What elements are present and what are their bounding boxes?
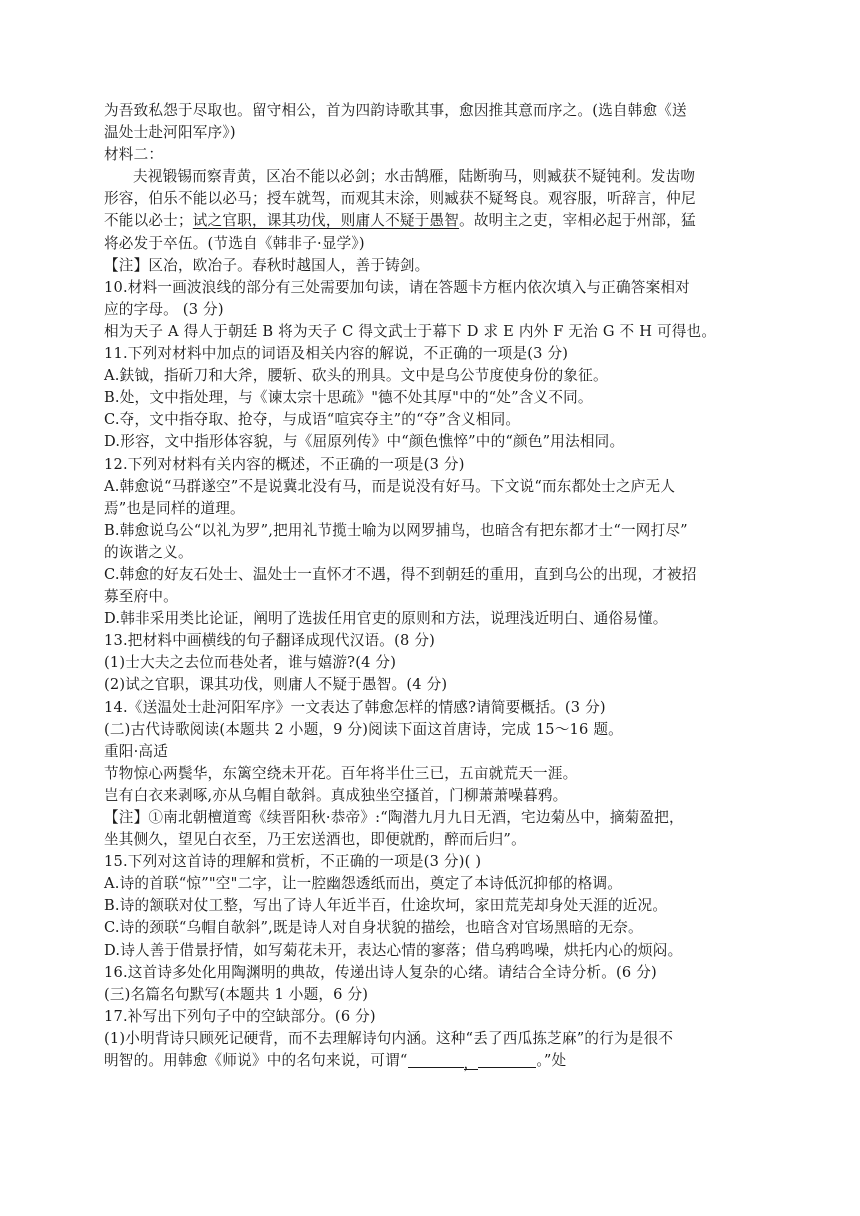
option-d: D.韩非采用类比论证，阐明了选拔任用官吏的原则和方法，说理浅近明白、通俗易懂。 [104,610,668,628]
option-b: B.韩愈说乌公“以礼为罗”,把用礼节揽士喻为以网罗捕鸟，也暗含有把东都才士“一网打尽” [104,521,688,539]
option-c: C.诗的颈联“乌帽自欹斜”,既是诗人对自身状貌的描绘，也暗含对官场黑暗的无奈。 [104,919,643,937]
option-a: A.鈇钺，指斫刀和大斧，腰斩、砍头的刑具。文中是乌公节度使身份的象征。 [104,367,608,385]
poem-title: 重阳·高适 [104,742,169,760]
text-line: 坐其侧久，望见白衣至，乃王宏送酒也，即便就酌，醉而后归”。 [104,831,526,849]
section-heading: (二)古代诗歌阅读(本题共 2 小题，9 分)阅读下面这首唐诗，完成 15～16 题。 [104,720,623,738]
option-c: C.韩愈的好友石处士、温处士一直怀才不遇，得不到朝廷的重用，直到乌公的出现，才被招 [104,565,697,583]
text-line: 将必发于卒伍。(节选自《韩非子·显学》) [104,234,365,252]
question-16: 16.这首诗多处化用陶渊明的典故，传递出诗人复杂的心绪。请结合全诗分析。(6 分) [104,963,657,981]
blank-separator: ， [463,1055,479,1073]
text-line [104,210,740,232]
underlined-sentence: 试之官职，课其功伐，则庸人不疑于愚智 [192,212,460,230]
question-10: 10.材料一画波浪线的部分有三处需要加句读，请在答题卡方框内依次填入与正确答案相对 [104,278,690,296]
text-line: 夫视锻锡而察青黄，区冶不能以必剑；水击鹄雁，陆断驹马，则臧获不疑钝利。发齿吻 [133,168,696,186]
text-line: 为吾致私怨于尽取也。留守相公，首为四韵诗歌其事，愈因推其意而序之。(选自韩愈《送 [104,102,687,119]
poem-line: 节物惊心两鬓华，东篱空绕未开花。百年将半仕三已，五亩就荒天一涯。 [104,764,578,782]
text-line: 相为天子 A 得人于朝廷 B 将为天子 C 得文武士于幕下 D 求 E 内外 F 无治 G 不 H 可得也。 [104,322,717,340]
text-line: 应的字母。 (3 分) [104,300,224,318]
text-segment: 。”处 [536,1052,567,1070]
text-segment: 。故明主之吏，宰相必起于州部，猛 [459,212,696,230]
text-line [104,1050,740,1072]
question-15: 15.下列对这首诗的理解和赏析，不正确的一项是(3 分)( ) [104,853,482,871]
answer-blank[interactable] [478,1051,536,1068]
text-line: 温处士赴河阳军序》) [104,124,236,142]
text-line: (1)士大夫之去位而巷处者，谁与嬉游?(4 分) [104,654,397,672]
question-11: 11.下列对材料中加点的词语及相关内容的解说，不正确的一项是(3 分) [104,345,569,363]
option-b: B.处，文中指处理，与《谏太宗十思疏》"德不处其厚"中的“处”含义不同。 [104,389,593,407]
option-a: A.韩愈说“马群遂空”不是说冀北没有马，而是说没有好马。下文说“而东都处士之庐无人 [104,477,676,495]
text-line: (2)试之官职，课其功伐，则庸人不疑于愚智。(4 分) [104,676,448,694]
option-a: A.诗的首联“惊”"空"二字，让一腔幽怨透纸而出，奠定了本诗低沉抑郁的格调。 [104,875,623,893]
text-segment: 不能以必士； [104,212,193,230]
text-line: (1)小明背诗只顾死记硬背，而不去理解诗句内涵。这种“丢了西瓜拣芝麻”的行为是很不 [104,1029,674,1047]
option-c: C.夺，文中指夺取、抢夺，与成语“喧宾夺主”的“夺”含义相同。 [104,411,521,429]
answer-blank[interactable] [408,1051,464,1068]
question-12: 12.下列对材料有关内容的概述，不正确的一项是(3 分) [104,455,465,473]
question-17: 17.补写出下列句子中的空缺部分。(6 分) [104,1007,376,1025]
section-heading: (三)名篇名句默写(本题共 1 小题，6 分) [104,985,369,1003]
question-14: 14.《送温处士赴河阳军序》一文表达了韩愈怎样的情感?请简要概括。(3 分) [104,698,606,716]
option-b: B.诗的颔联对仗工整，写出了诗人年近半百，仕途坎坷，家田荒芜却身处天涯的近况。 [104,897,668,915]
text-line: 焉”也是同样的道理。 [104,499,245,517]
section-heading: 材料二： [104,146,164,164]
option-d: D.诗人善于借景抒情，如写菊花未开，表达心情的寥落；借乌鸦鸣噪，烘托内心的烦闷。 [104,941,683,959]
text-line: 的诙谐之义。 [104,543,193,561]
text-segment: 明智的。用韩愈《师说》中的名句来说，可谓“ [104,1052,408,1070]
text-line: 形容，伯乐不能以必马；授车就驾，而观其末涂，则臧获不疑驽良。观容服，听辞言，仲尼 [104,190,696,208]
note-line: 【注】①南北朝檀道鸾《续晋阳秋·恭帝》:“陶潜九月九日无酒，宅边菊丛中，摘菊盈把， [104,809,684,826]
poem-line: 岂有白衣来剥啄,亦从乌帽自欹斜。真成独坐空搔首，门柳萧萧噪暮鸦。 [104,786,568,804]
text-line: 募至府中。 [104,588,178,606]
option-d: D.形容，文中指形体容貌，与《屈原列传》中“颜色憔悴”中的“颜色”用法相同。 [104,433,625,451]
question-13: 13.把材料中画横线的句子翻译成现代汉语。(8 分) [104,632,436,650]
note-line: 【注】区冶，欧冶子。春秋时越国人，善于铸剑。 [104,256,430,274]
exam-page [104,100,740,1072]
